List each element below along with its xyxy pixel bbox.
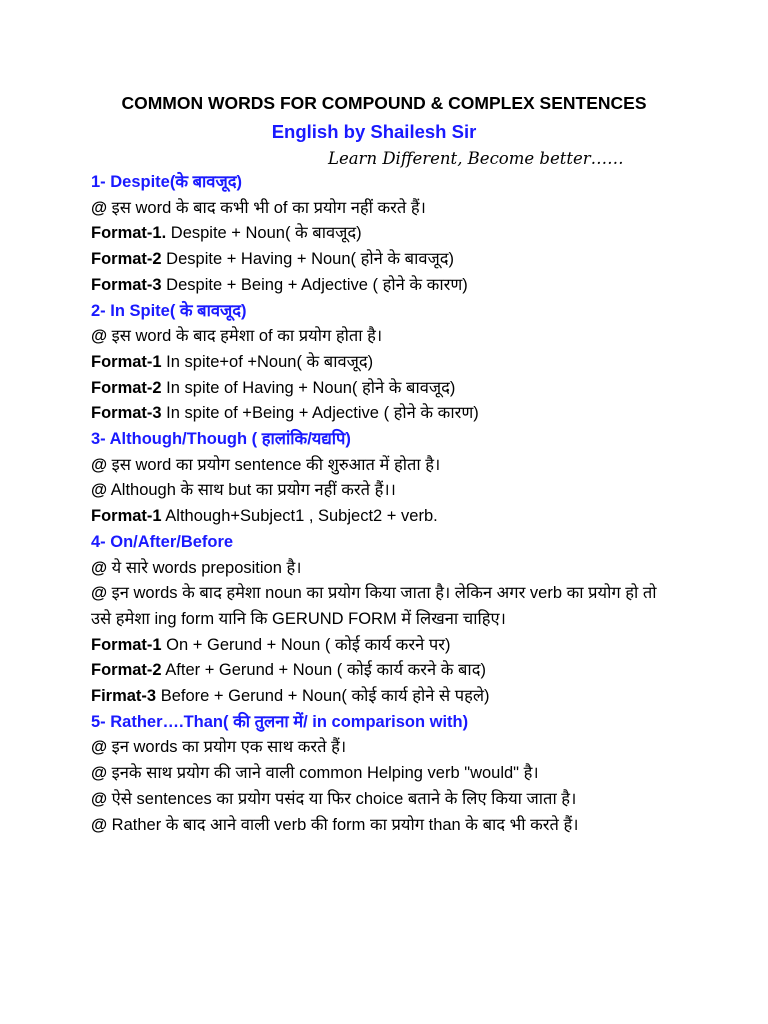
- line-text: In spite+of +Noun( के बावजूद): [161, 352, 374, 371]
- section-heading: 2- In Spite( के बावजूद): [91, 301, 247, 320]
- line-label: Firmat-3: [91, 687, 157, 706]
- line-label: Format-3: [91, 404, 162, 423]
- format-line: [91, 504, 681, 530]
- document-title: COMMON WORDS FOR COMPOUND & COMPLEX SENTENCES: [121, 93, 647, 113]
- line-text: Before + Gerund + Noun( कोई कार्य होने से पहले): [156, 687, 490, 706]
- line-label: @: [91, 789, 108, 808]
- line-text: इन words के बाद हमेशा noun का प्रयोग किया जाता है। लेकिन अगर verb का प्रयोग हो तो उसे हमेशा ing form यानि कि GERUND FORM में लिखना चाहिए।: [91, 584, 657, 628]
- line-label: @: [91, 815, 108, 834]
- note-line: [91, 556, 681, 582]
- line-label: Format-1.: [91, 224, 167, 243]
- line-text: इनके साथ प्रयोग की जाने वाली common Helping verb "would" है।: [107, 764, 539, 783]
- line-text: इस word के बाद कभी भी of का प्रयोग नहीं करते हैं।: [107, 198, 426, 217]
- line-label: Format-2: [91, 378, 162, 397]
- line-text: Although के साथ but का प्रयोग नहीं करते हैं।।: [107, 481, 396, 500]
- line-text: ऐसे sentences का प्रयोग पसंद या फिर choice बताने के लिए किया जाता है।: [107, 789, 577, 808]
- note-line: [91, 453, 681, 479]
- format-line: [91, 221, 681, 247]
- note-line: [91, 324, 681, 350]
- line-label: @: [91, 455, 108, 474]
- line-label: @: [91, 558, 108, 577]
- line-label: Format-1: [91, 635, 162, 654]
- line-label: Format-1: [91, 352, 162, 371]
- line-text: In spite of +Being + Adjective ( होने के कारण): [161, 404, 479, 423]
- line-text: ये सारे words preposition है।: [107, 558, 302, 577]
- document-subtitle: English by Shailesh Sir: [271, 121, 477, 142]
- line-text: After + Gerund + Noun ( कोई कार्य करने के बाद): [161, 661, 486, 680]
- format-line: [91, 633, 681, 659]
- line-label: @: [91, 584, 108, 603]
- section-heading: 3- Although/Though ( हालांकि/यद्यपि): [91, 430, 351, 449]
- line-text: Despite + Being + Adjective ( होने के कारण): [161, 275, 468, 294]
- line-label: @: [91, 738, 108, 757]
- section-heading: 4- On/After/Before: [91, 532, 234, 551]
- note-line: [91, 761, 681, 787]
- document-body: [91, 170, 681, 838]
- format-line: [91, 684, 681, 710]
- line-label: @: [91, 198, 108, 217]
- line-label: @: [91, 481, 108, 500]
- note-line: [91, 813, 681, 839]
- line-text: इस word का प्रयोग sentence की शुरुआत में होता है।: [107, 455, 441, 474]
- line-label: @: [91, 327, 108, 346]
- note-line: [91, 196, 681, 222]
- note-line: [91, 581, 681, 632]
- line-text: Although+Subject1 , Subject2 + verb.: [161, 507, 438, 526]
- note-line: [91, 478, 681, 504]
- line-label: Format-1: [91, 507, 162, 526]
- line-text: In spite of Having + Noun( होने के बावजूद): [161, 378, 456, 397]
- format-line: [91, 273, 681, 299]
- format-line: [91, 401, 681, 427]
- line-text: इन words का प्रयोग एक साथ करते हैं।: [107, 738, 347, 757]
- format-line: [91, 658, 681, 684]
- format-line: [91, 376, 681, 402]
- document-tagline: Learn Different, Become better……: [328, 149, 624, 168]
- note-line: [91, 735, 681, 761]
- note-line: [91, 787, 681, 813]
- section-heading: 5- Rather….Than( की तुलना में/ in comparison with): [91, 712, 469, 731]
- line-label: Format-2: [91, 661, 162, 680]
- format-line: [91, 247, 681, 273]
- section-heading: 1- Despite(के बावजूद): [91, 173, 242, 191]
- format-line: [91, 350, 681, 376]
- line-text: Despite + Noun( के बावजूद): [166, 224, 362, 243]
- line-label: Format-2: [91, 250, 162, 269]
- line-label: @: [91, 764, 108, 783]
- line-text: इस word के बाद हमेशा of का प्रयोग होता है।: [107, 327, 383, 346]
- line-text: On + Gerund + Noun ( कोई कार्य करने पर): [161, 635, 451, 654]
- line-text: Rather के बाद आने वाली verb की form का प्रयोग than के बाद भी करते हैं।: [107, 815, 579, 834]
- line-label: Format-3: [91, 275, 162, 294]
- line-text: Despite + Having + Noun( होने के बावजूद): [161, 250, 455, 269]
